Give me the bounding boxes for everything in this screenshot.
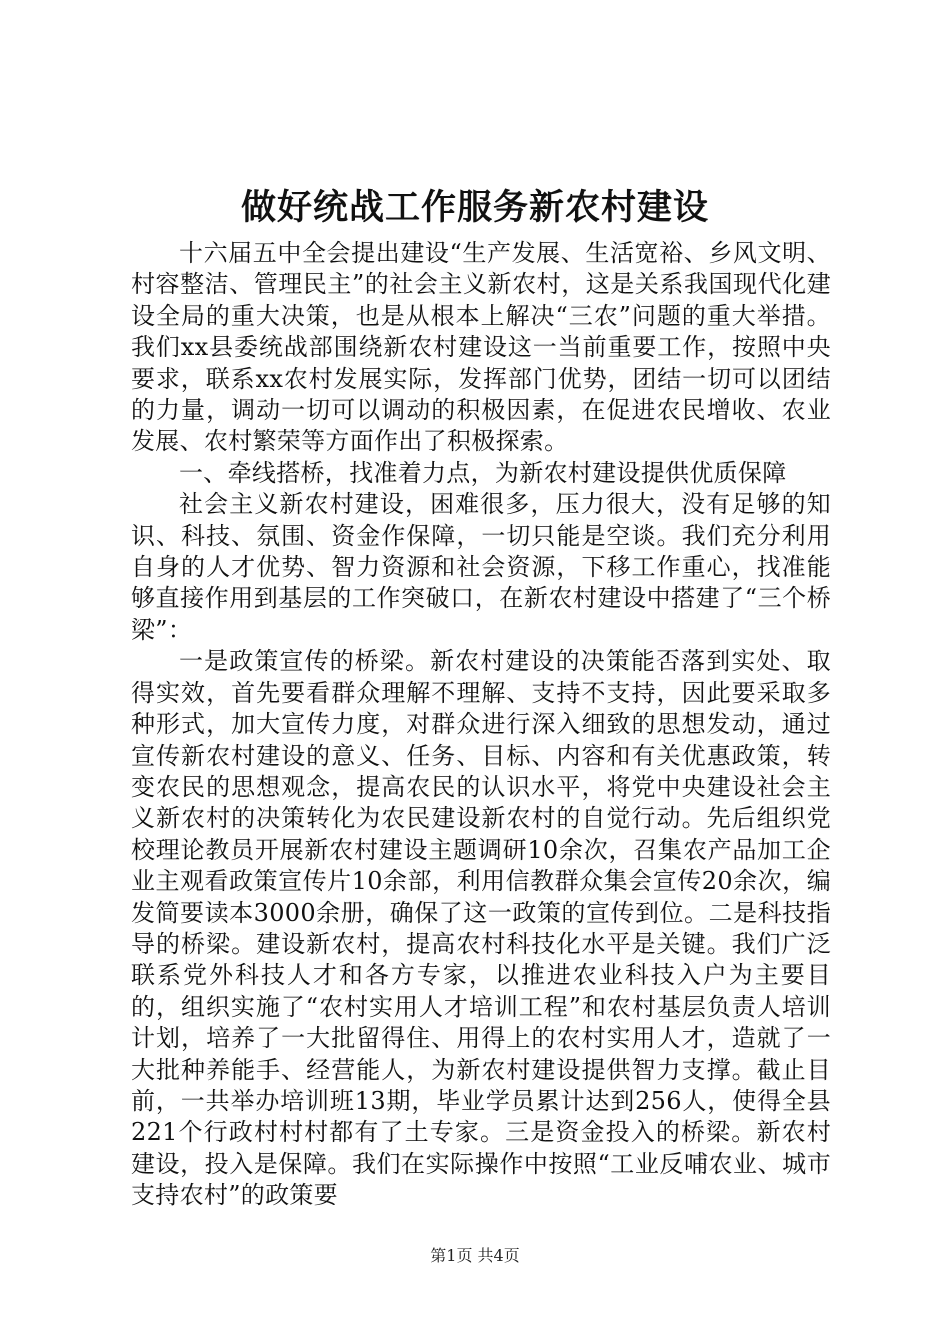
paragraph-intro: 十六届五中全会提出建设“生产发展、生活宽裕、乡风文明、村容整洁、管理民主”的社会主义新农村，这是关系我国现代化建设全局的重大决策，也是从根本上解决“三农”问题的重大举措。我们xx县委统战部围绕新农村建设这一当前重要工作，按照中央要求，联系xx农村发展实际，发挥部门优势，团结一切可以团结的力量，调动一切可以调动的积极因素，在促进农民增收、农业发展、农村繁荣等方面作出了积极探索。 [131,239,831,456]
paragraph-three-bridges: 一是政策宣传的桥梁。新农村建设的决策能否落到实处、取得实效，首先要看群众理解不理解、支持不支持，因此要采取多种形式，加大宣传力度，对群众进行深入细致的思想发动，通过宣传新农村建设的意义、任务、目标、内容和有关优惠政策，转变农民的思想观念，提高农民的认识水平，将党中央建设社会主义新农村的决策转化为农民建设新农村的自觉行动。先后组织党校理论教员开展新农村建设主题调研10余次，召集农产品加工企业主观看政策宣传片10余部，利用信教群众集会宣传20余次，编发简要读本3000余册，确保了这一政策的宣传到位。二是科技指导的桥梁。建设新农村，提高农村科技化水平是关键。我们广泛联系党外科技人才和各方专家，以推进农业科技入户为主要目的，组织实施了“农村实用人才培训工程”和农村基层负责人培训计划，培养了一大批留得住、用得上的农村实用人才，造就了一大批种养能手、经营能人，为新农村建设提供智力支撑。截止目前，一共举办培训班13期，毕业学员累计达到256人，使得全县221个行政村村村都有了土专家。三是资金投入的桥梁。新农村建设，投入是保障。我们在实际操作中按照“工业反哺农业、城市支持农村”的政策要 [131,647,831,1210]
page-footer: 第1页 共4页 [430,1246,520,1265]
section-heading-1: 一、牵线搭桥，找准着力点，为新农村建设提供优质保障 [179,458,787,487]
document-body [131,238,831,1212]
paragraph-section-1-intro: 社会主义新农村建设，困难很多，压力很大，没有足够的知识、科技、氛围、资金作保障，一切只能是空谈。我们充分利用自身的人才优势、智力资源和社会资源，下移工作重心，找准能够直接作用到基层的工作突破口，在新农村建设中搭建了“三个桥梁”： [131,490,831,644]
document-title: 做好统战工作服务新农村建设 [240,187,709,228]
